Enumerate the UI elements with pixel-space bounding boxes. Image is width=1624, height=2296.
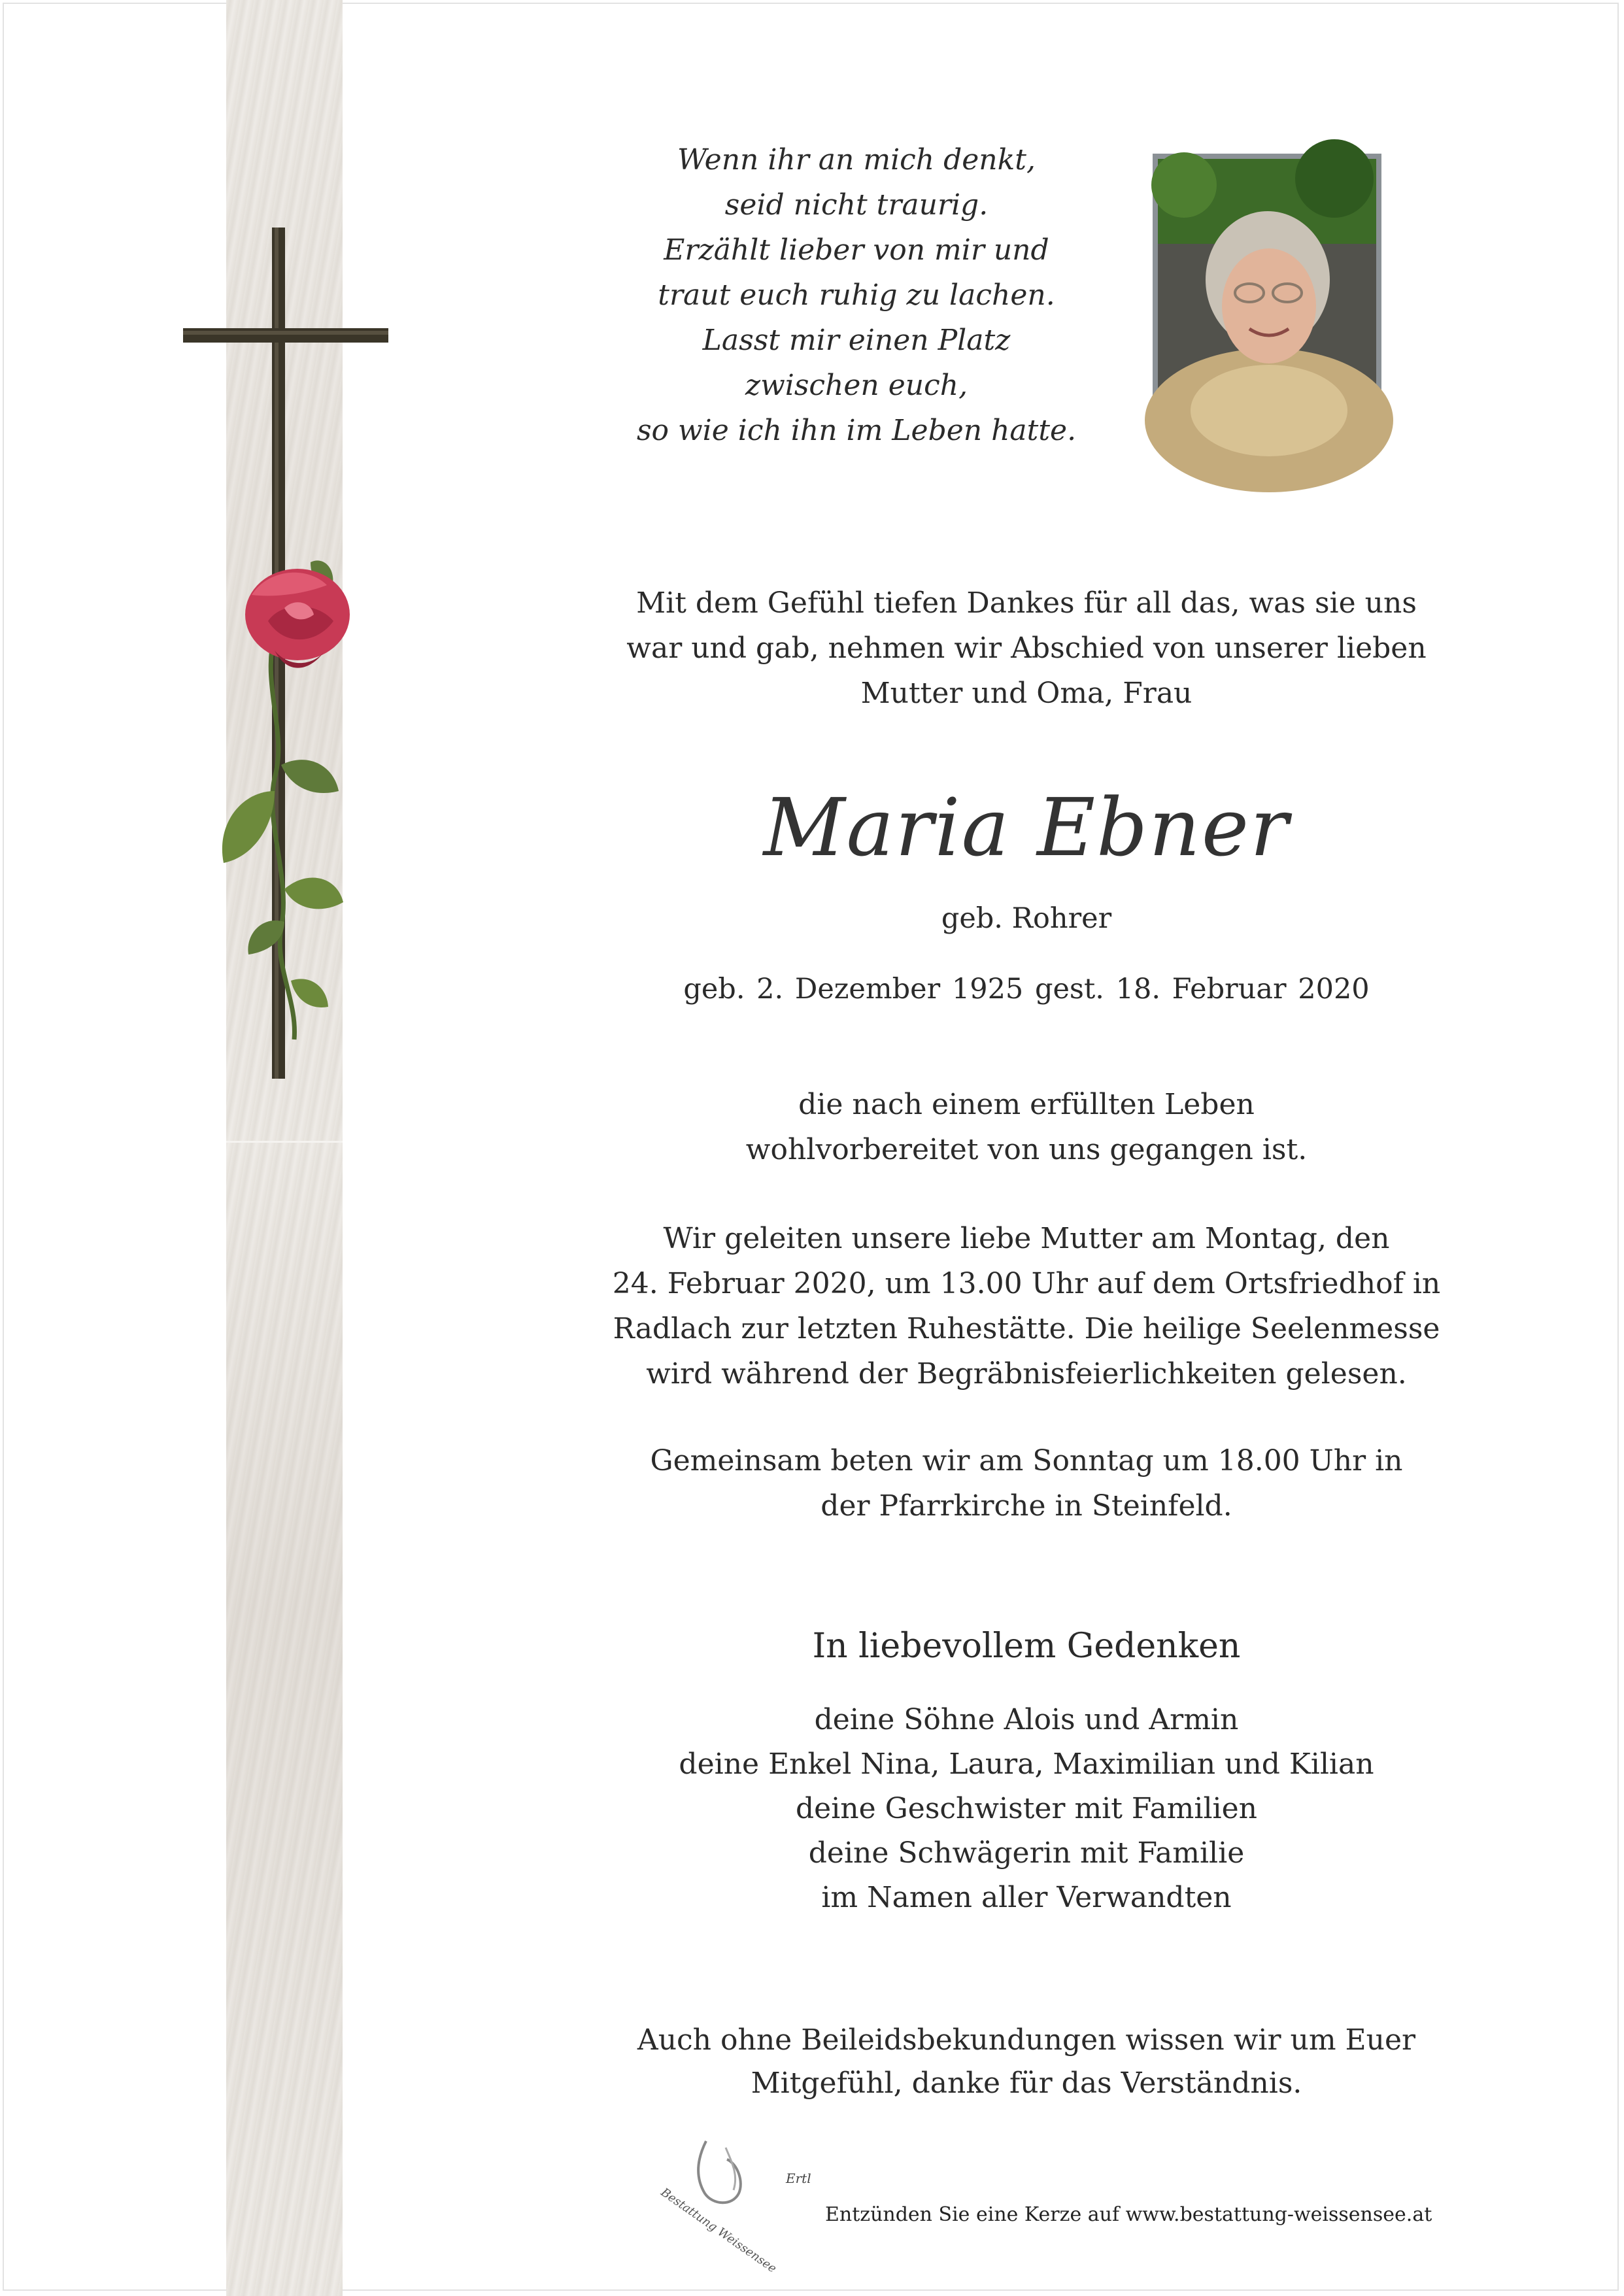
logo-name-text: Bestattung Weissensee — [658, 2185, 779, 2276]
poem — [588, 137, 1125, 453]
passed-text — [588, 1082, 1464, 1172]
intro-line: Mutter und Oma, Frau — [860, 677, 1193, 710]
intro-line: war und gab, nehmen wir Abschied von unserer lieben — [626, 632, 1427, 665]
thanks-line: Auch ohne Beileidsbekundungen wissen wir um Euer — [637, 2023, 1416, 2057]
family-list — [588, 1698, 1464, 1920]
poem-line: traut euch ruhig zu lachen. — [658, 279, 1055, 312]
family-line: deine Geschwister mit Familien — [796, 1792, 1257, 1825]
poem-line: Wenn ihr an mich denkt, — [677, 143, 1036, 177]
funeral-line: Radlach zur letzten Ruhestätte. Die heilige Seelenmesse — [613, 1312, 1440, 1345]
poem-line: Lasst mir einen Platz — [702, 324, 1011, 357]
thanks-text — [588, 2019, 1464, 2105]
prayer-line: der Pfarrkirche in Steinfeld. — [820, 1489, 1232, 1523]
cross-with-rose-icon — [177, 216, 399, 1085]
portrait-person-icon — [1158, 159, 1376, 431]
family-line: im Namen aller Verwandten — [821, 1881, 1232, 1914]
passed-line: wohlvorbereitet von uns gegangen ist. — [745, 1133, 1308, 1166]
portrait-photo — [1153, 154, 1381, 436]
family-line: deine Söhne Alois und Armin — [814, 1703, 1239, 1736]
intro-line: Mit dem Gefühl tiefen Dankes für all das, was sie uns — [636, 586, 1417, 620]
stripe-seam — [226, 1141, 343, 1143]
prayer-details — [588, 1438, 1464, 1528]
poem-line: so wie ich ihn im Leben hatte. — [636, 414, 1077, 447]
family-line: deine Enkel Nina, Laura, Maximilian und Kilian — [679, 1747, 1374, 1781]
intro-text — [588, 581, 1464, 716]
funeral-line: wird während der Begräbnisfeierlichkeiten gelesen. — [646, 1357, 1407, 1391]
passed-line: die nach einem erfüllten Leben — [798, 1088, 1255, 1121]
poem-line: seid nicht traurig. — [724, 188, 989, 222]
prayer-line: Gemeinsam beten wir am Sonntag um 18.00 Uhr in — [650, 1444, 1403, 1477]
family-line: deine Schwägerin mit Familie — [808, 1836, 1245, 1870]
candle-link-text: Entzünden Sie eine Kerze auf www.bestattung-weissensee.at — [825, 2203, 1432, 2226]
memorial-heading: In liebevollem Gedenken — [812, 1627, 1241, 1666]
poem-line: Erzählt lieber von mir und — [664, 233, 1049, 267]
funeral-details — [588, 1216, 1464, 1396]
deceased-name: Maria Ebner — [763, 781, 1290, 874]
funeral-line: Wir geleiten unsere liebe Mutter am Montag, den — [663, 1222, 1390, 1255]
maiden-name: geb. Rohrer — [941, 902, 1112, 935]
life-dates: geb. 2. Dezember 1925 gest. 18. Februar 2020 — [683, 973, 1370, 1005]
thanks-line: Mitgefühl, danke für das Verständnis. — [751, 2067, 1302, 2100]
funeral-line: 24. Februar 2020, um 13.00 Uhr auf dem Ortsfriedhof in — [612, 1267, 1441, 1300]
poem-line: zwischen euch, — [745, 369, 968, 402]
logo-ertl-text: Ertl — [786, 2170, 811, 2186]
